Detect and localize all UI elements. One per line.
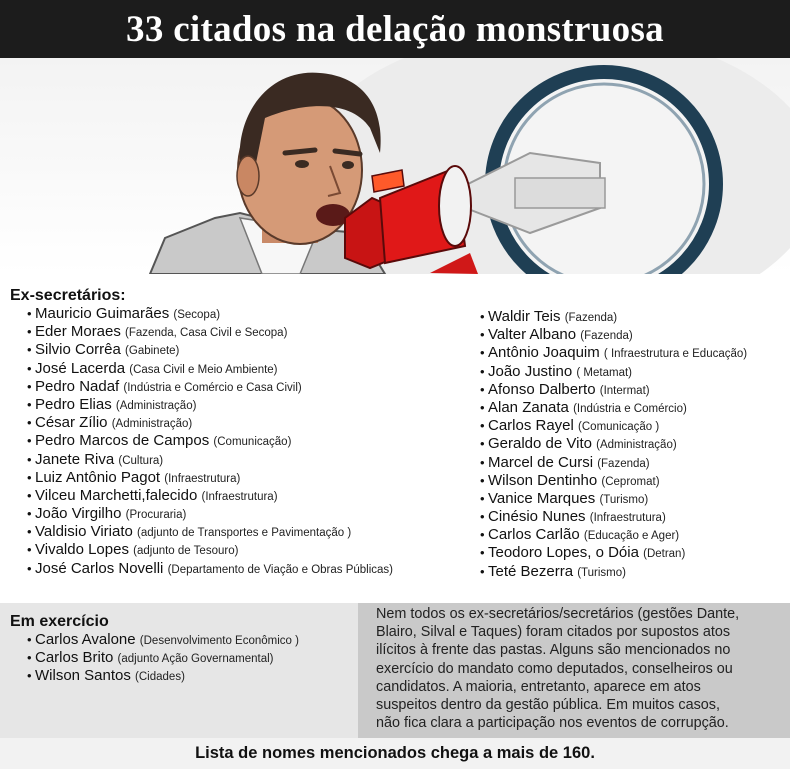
- bullet-icon: •: [480, 527, 485, 543]
- bullet-icon: •: [27, 378, 32, 394]
- bullet-icon: •: [480, 309, 485, 324]
- list-item: • Janete Riva (Cultura): [27, 450, 164, 468]
- bullet-icon: •: [27, 306, 32, 321]
- bullet-icon: •: [480, 399, 485, 415]
- note-line: não fica clara a participação nos eventos de corrupção.: [376, 715, 729, 732]
- bullet-icon: •: [27, 487, 32, 503]
- list-item: • Antônio Joaquim ( Infraestrutura e Educação): [480, 344, 748, 362]
- list-item: • Marcel de Cursi (Fazenda): [480, 453, 650, 471]
- bullet-icon: •: [480, 454, 485, 470]
- note-line: candidatos. A maioria, entretanto, aparece em atos: [376, 678, 701, 695]
- bullet-icon: •: [480, 472, 485, 488]
- bullet-icon: •: [27, 542, 32, 558]
- megaphone-illustration: [0, 58, 790, 274]
- list-item: • Mauricio Guimarães (Secopa): [27, 305, 221, 322]
- bullet-icon: •: [480, 418, 485, 434]
- list-item: • Teté Bezerra (Turismo): [480, 562, 626, 580]
- bullet-icon: •: [480, 563, 485, 579]
- bullet-icon: •: [480, 545, 485, 561]
- list-item: • Pedro Elias (Administração): [27, 395, 197, 413]
- list-item: • Valter Albano (Fazenda): [480, 326, 633, 344]
- bullet-icon: •: [480, 327, 485, 343]
- list-item: • Alan Zanata (Indústria e Comércio): [480, 398, 687, 416]
- bullet-icon: •: [27, 668, 32, 684]
- bullet-icon: •: [27, 415, 32, 431]
- bullet-icon: •: [27, 342, 32, 358]
- em-exercicio-list: [27, 631, 299, 686]
- bullet-icon: •: [27, 451, 32, 467]
- page-title: 33 citados na delação monstruosa: [126, 8, 664, 50]
- bullet-icon: •: [27, 469, 32, 485]
- title-banner: [0, 0, 790, 58]
- bullet-icon: •: [27, 524, 32, 540]
- explanatory-note-panel: [358, 603, 790, 738]
- bullet-icon: •: [480, 509, 485, 525]
- note-line: suspeitos dentro da gestão pública. Em muitos casos,: [376, 697, 720, 714]
- bullet-icon: •: [480, 363, 485, 379]
- list-item: • Vilceu Marchetti,falecido (Infraestrutura): [27, 486, 278, 504]
- list-item: • Eder Moraes (Fazenda, Casa Civil e Secopa): [27, 323, 288, 341]
- note-line: Blairo, Silval e Taques) foram citados por supostos atos: [376, 624, 731, 641]
- bullet-icon: •: [27, 560, 32, 576]
- em-exercicio-heading: Em exercício: [10, 613, 109, 630]
- list-item: • João Justino ( Metamat): [480, 362, 632, 380]
- list-item: • Pedro Marcos de Campos (Comunicação): [27, 432, 292, 450]
- explanatory-note: [376, 605, 786, 732]
- list-item: • Vivaldo Lopes (adjunto de Tesouro): [27, 541, 239, 559]
- list-item: • Luiz Antônio Pagot (Infraestrutura): [27, 468, 241, 486]
- list-item: • José Carlos Novelli (Departamento de Viação e Obras Públicas): [27, 559, 393, 577]
- list-item: • Wilson Santos (Cidades): [27, 667, 185, 685]
- list-item: • Carlos Brito (adjunto Ação Governamental): [27, 649, 274, 667]
- bullet-icon: •: [27, 360, 32, 376]
- list-item: • Afonso Dalberto (Intermat): [480, 380, 650, 398]
- footer-text: Lista de nomes mencionados chega a mais de 160.: [195, 744, 595, 762]
- note-line: ilícitos à frente das pastas. Alguns são mencionados no: [376, 642, 731, 659]
- list-item: • Carlos Rayel (Comunicação ): [480, 417, 660, 435]
- list-item: • Vanice Marques (Turismo): [480, 489, 649, 507]
- bullet-icon: •: [27, 396, 32, 412]
- list-item: • Carlos Avalone (Desenvolvimento Econômico ): [27, 631, 299, 648]
- bullet-icon: •: [480, 345, 485, 361]
- bullet-icon: •: [480, 490, 485, 506]
- list-item: • Wilson Dentinho (Cepromat): [480, 471, 660, 489]
- list-item: • João Virgilho (Procuraria): [27, 505, 187, 523]
- bullet-icon: •: [27, 324, 32, 340]
- ex-secretarios-right-list: [480, 308, 747, 581]
- list-item: • Valdisio Viriato (adjunto de Transportes e Pavimentação ): [27, 523, 352, 541]
- list-item: • Cinésio Nunes (Infraestrutura): [480, 508, 666, 526]
- bullet-icon: •: [27, 506, 32, 522]
- note-line: Nem todos os ex-secretários/secretários (gestões Dante,: [376, 606, 740, 622]
- list-item: • César Zílio (Administração): [27, 414, 193, 432]
- list-item: • Geraldo de Vito (Administração): [480, 435, 677, 453]
- footer-caption: [0, 738, 790, 769]
- ex-secretarios-left-list: [27, 305, 393, 578]
- list-item: • Pedro Nadaf (Indústria e Comércio e Casa Civil): [27, 377, 302, 395]
- list-item: • Teodoro Lopes, o Dóia (Detran): [480, 544, 686, 562]
- list-item: • Silvio Corrêa (Gabinete): [27, 341, 180, 359]
- bullet-icon: •: [480, 436, 485, 452]
- list-item: • Carlos Carlão (Educação e Ager): [480, 526, 680, 544]
- list-item: • José Lacerda (Casa Civil e Meio Ambiente): [27, 359, 278, 377]
- names-section: [0, 274, 790, 603]
- em-exercicio-panel: [0, 603, 358, 738]
- note-line: exercício do mandato como deputados, conselheiros ou: [376, 660, 733, 677]
- bullet-icon: •: [27, 632, 32, 647]
- ex-secretarios-heading: Ex-secretários:: [10, 287, 126, 304]
- list-item: • Waldir Teis (Fazenda): [480, 308, 618, 325]
- bullet-icon: •: [27, 433, 32, 449]
- bullet-icon: •: [480, 381, 485, 397]
- bullet-icon: •: [27, 650, 32, 666]
